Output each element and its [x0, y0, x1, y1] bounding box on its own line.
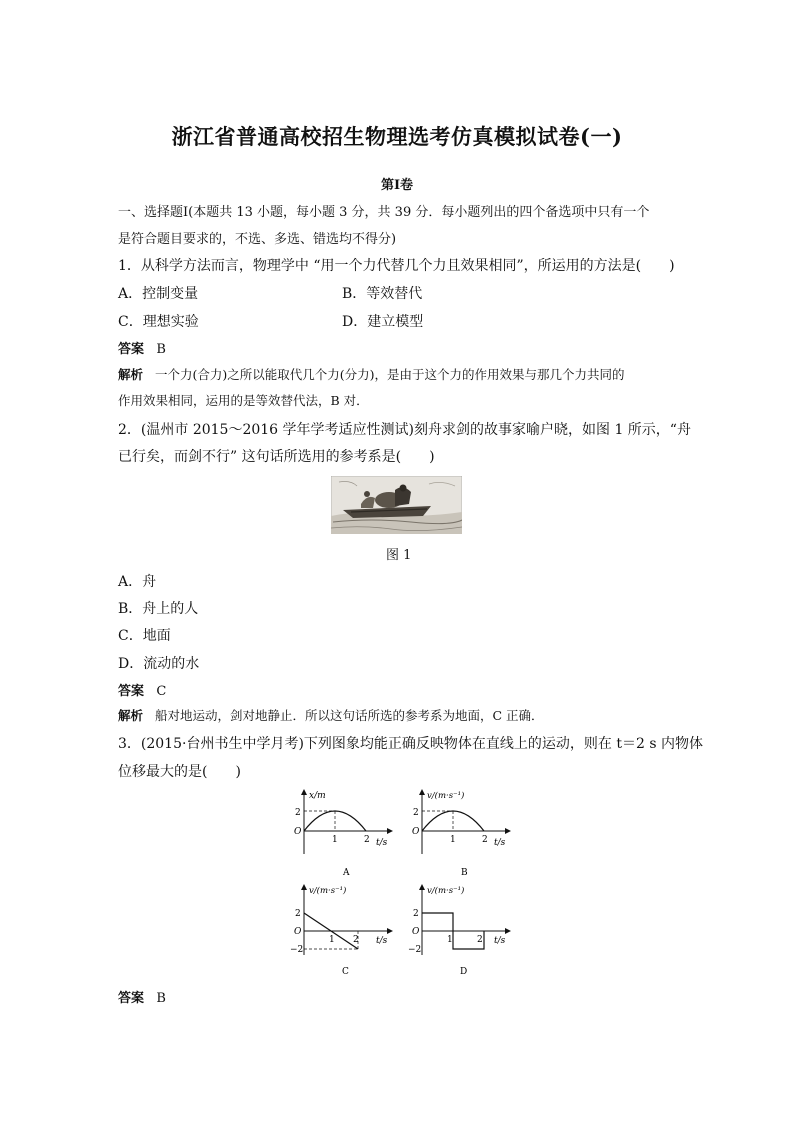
graph-b [398, 786, 528, 881]
graph-b-xlabel: t/s [494, 838, 506, 848]
graph-b-xtick-2: 2 [482, 835, 488, 845]
q2-answer [118, 680, 166, 699]
graph-d-xlabel: t/s [494, 936, 506, 946]
graph-c-xtick-1: 1 [329, 935, 335, 945]
q2-analysis [118, 706, 543, 724]
q1-answer [118, 338, 166, 357]
figure-1-caption: 图 1 [386, 548, 412, 563]
q2-option-b: B．舟上的人 [118, 601, 199, 617]
q1-stem: 1．从科学方法而言，物理学中 “用一个力代替几个力且效果相同”，所运用的方法是( ) [118, 258, 675, 274]
boat-figure-image [331, 476, 462, 534]
q3-answer-value: B [156, 991, 166, 1006]
page-title: 浙江省普通高校招生物理选考仿真模拟试卷(一) [171, 124, 623, 149]
graph-b-ylabel: v/(m·s⁻¹) [427, 791, 465, 801]
graph-c-ylabel: v/(m·s⁻¹) [309, 886, 347, 896]
graph-c [280, 883, 410, 978]
q2-stem-line1: 2．(温州市 2015～2016 学年学考适应性测试)刻舟求剑的故事家喻户晓，如图 1 所示，“舟 [118, 422, 691, 438]
q1-answer-value: B [156, 342, 166, 357]
graph-a-xtick-1: 1 [332, 835, 338, 845]
graph-c-xlabel: t/s [376, 936, 388, 946]
graph-c-xtick-2: 2 [353, 935, 359, 945]
q2-analysis-text: 船对地运动，剑对地静止．所以这句话所选的参考系为地面，C 正确． [154, 708, 544, 723]
q1-option-a: A．控制变量 [118, 286, 199, 302]
volume-heading: 第Ⅰ卷 [380, 178, 414, 193]
graph-a-xtick-2: 2 [364, 835, 370, 845]
q2-option-a: A．舟 [118, 574, 157, 590]
graph-c-ytick-pos: 2 [295, 909, 301, 919]
q3-answer-label: 答案 [118, 991, 145, 1006]
graph-a [280, 786, 410, 881]
q1-option-c: C．理想实验 [118, 314, 199, 330]
graph-d-origin: O [412, 927, 420, 937]
q2-stem-line2: 已行矣，而剑不行” 这句话所选用的参考系是( ) [118, 449, 435, 465]
q1-answer-label: 答案 [118, 342, 145, 357]
graph-b-xtick-1: 1 [450, 835, 456, 845]
q2-analysis-label: 解析 [118, 708, 144, 723]
graph-c-origin: O [294, 927, 302, 937]
section-heading-line2: 是符合题目要求的，不选、多选、错选均不得分) [118, 232, 397, 247]
q1-analysis-line2: 作用效果相同，运用的是等效替代法，B 对． [118, 393, 369, 408]
graph-c-ytick-neg: −2 [290, 945, 304, 955]
graph-a-origin: O [294, 827, 302, 837]
q3-stem-line2: 位移最大的是( ) [118, 764, 241, 780]
q2-answer-value: C [156, 684, 167, 699]
graph-b-ytick: 2 [413, 808, 419, 818]
q1-option-d: D．建立模型 [342, 314, 424, 330]
graph-d-ytick-neg: −2 [408, 945, 422, 955]
graph-d-ytick-pos: 2 [413, 909, 419, 919]
q1-option-b: B．等效替代 [342, 286, 423, 302]
graph-d-xtick-1: 1 [447, 935, 453, 945]
graph-a-xlabel: t/s [376, 838, 388, 848]
graph-d-xtick-2: 2 [477, 935, 483, 945]
q2-option-d: D．流动的水 [118, 656, 200, 672]
graph-c-caption: C [342, 967, 349, 977]
q1-analysis-line1 [118, 365, 624, 383]
graph-d-ylabel: v/(m·s⁻¹) [427, 886, 465, 896]
graph-a-ytick: 2 [295, 808, 301, 818]
graph-a-caption: A [343, 868, 350, 878]
q3-answer [118, 987, 166, 1006]
q2-answer-label: 答案 [118, 684, 145, 699]
graph-b-origin: O [412, 827, 420, 837]
section-heading-line1: 一、选择题Ⅰ(本题共 13 小题，每小题 3 分，共 39 分．每小题列出的四个备选项中只有一个 [118, 205, 650, 220]
graph-a-ylabel: x/m [309, 791, 326, 801]
q1-analysis-label: 解析 [118, 367, 144, 382]
q2-option-c: C．地面 [118, 628, 171, 644]
graph-d [398, 883, 528, 978]
graph-d-caption: D [460, 967, 468, 977]
q3-stem-line1: 3．(2015·台州书生中学月考)下列图象均能正确反映物体在直线上的运动，则在 t＝2 s 内物体 [118, 736, 703, 752]
q1-analysis-text: 一个力(合力)之所以能取代几个力(分力)，是由于这个力的作用效果与那几个力共同的 [154, 367, 625, 382]
graph-b-caption: B [461, 868, 468, 878]
